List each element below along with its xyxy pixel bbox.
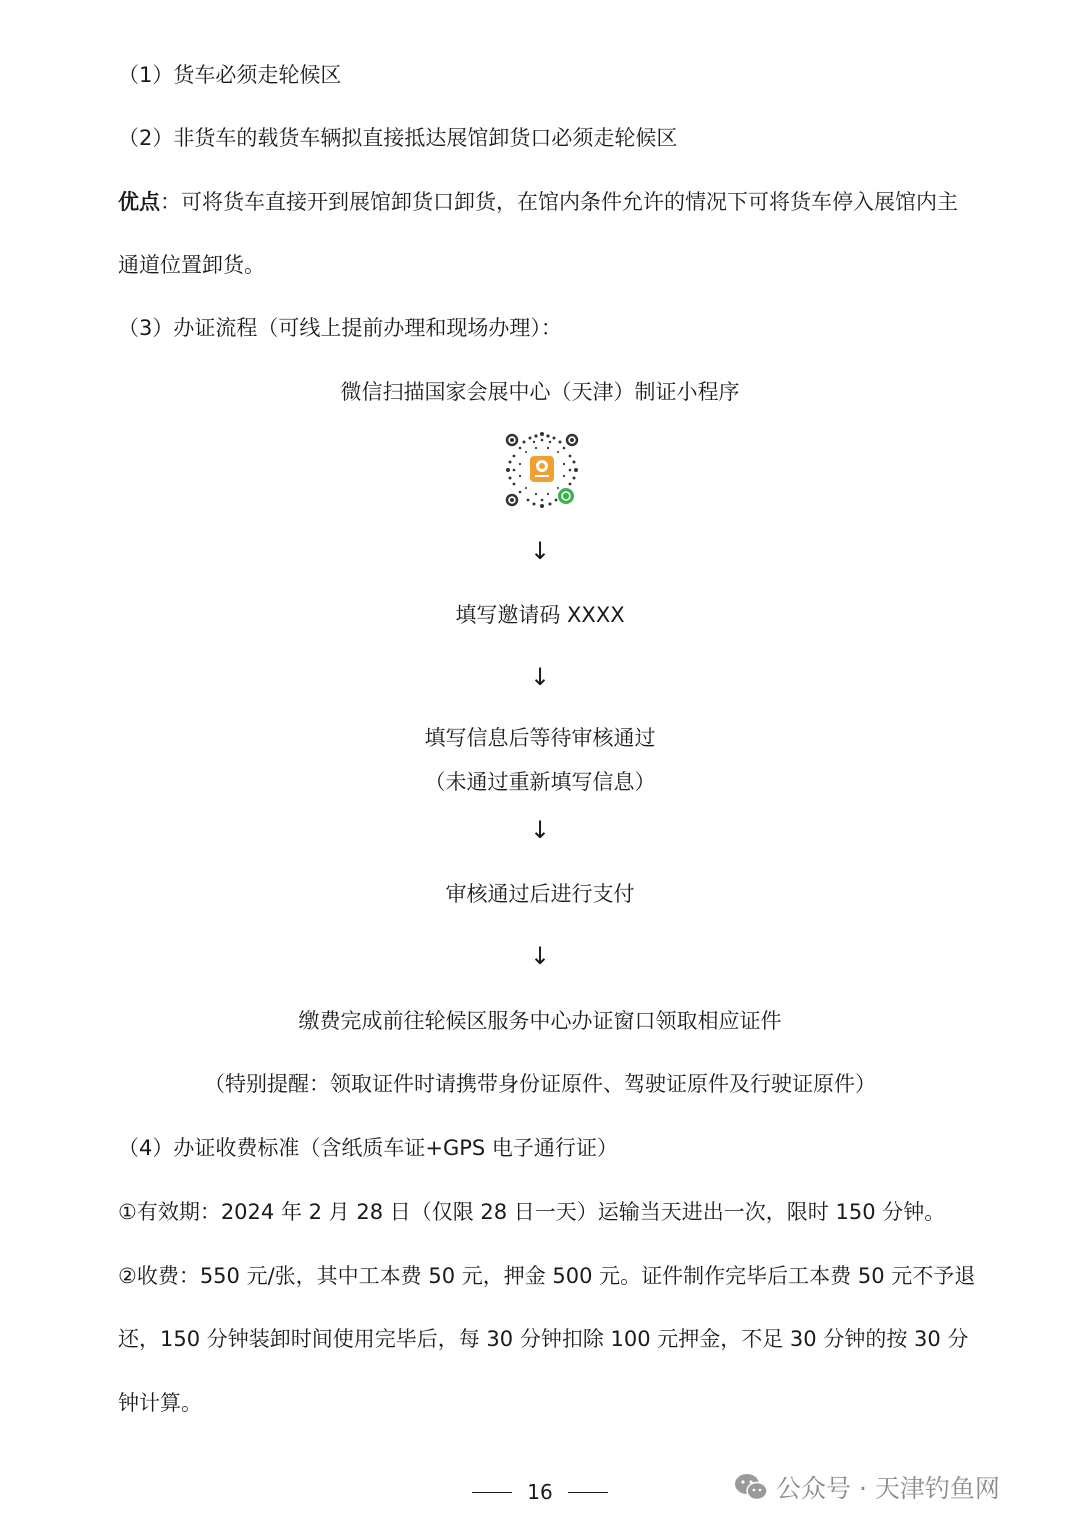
rule-trucks-waiting-area: （1）货车必须走轮候区 — [118, 63, 342, 87]
fee-standard-heading: （4）办证收费标准（含纸质车证+GPS 电子通行证） — [118, 1136, 618, 1160]
footer-dash-right — [568, 1492, 608, 1493]
flow-step-fill-info-note: （未通过重新填写信息） — [424, 770, 656, 794]
rule-non-trucks-waiting-area: （2）非货车的载货车辆拟直接抵达展馆卸货口必须走轮候区 — [118, 126, 678, 150]
fee-charge-line1: ②收费：550 元/张，其中工本费 50 元，押金 500 元。证件制作完毕后工本费 50 元不予退 — [118, 1264, 976, 1288]
flow-step-collect-pass: 缴费完成前往轮候区服务中心办证窗口领取相应证件 — [298, 1009, 782, 1033]
flow-step-fill-info: 填写信息后等待审核通过 — [424, 726, 656, 750]
flow-arrow-1: ↓ — [529, 537, 551, 565]
page-number: 16 — [527, 1480, 553, 1504]
mini-program-qr-code[interactable] — [500, 428, 584, 512]
flow-special-reminder: （特别提醒：领取证件时请携带身份证原件、驾驶证原件及行驶证原件） — [204, 1072, 876, 1096]
wechat-icon — [734, 1472, 768, 1502]
flow-step-invite-code: 填写邀请码 XXXX — [455, 603, 625, 627]
flow-step-payment: 审核通过后进行支付 — [445, 882, 635, 906]
flow-arrow-3: ↓ — [529, 816, 551, 844]
advantage-paragraph-line1 — [118, 187, 958, 217]
flow-arrow-4: ↓ — [529, 942, 551, 970]
watermark-text: 公众号 · 天津钓鱼网 — [776, 1474, 1000, 1503]
fee-charge-line2: 还，150 分钟装卸时间使用完毕后，每 30 分钟扣除 100 元押金，不足 30 分钟的按 30 分 — [118, 1327, 969, 1351]
watermark — [734, 1465, 1000, 1509]
fee-charge-line3: 钟计算。 — [118, 1391, 202, 1415]
flow-step-scan: 微信扫描国家会展中心（天津）制证小程序 — [340, 380, 740, 404]
process-heading: （3）办证流程（可线上提前办理和现场办理）： — [118, 316, 562, 340]
advantage-text: ：可将货车直接开到展馆卸货口卸货，在馆内条件允许的情况下可将货车停入展馆内主 — [160, 190, 958, 214]
advantage-label: 优点 — [118, 190, 160, 214]
flow-arrow-2: ↓ — [529, 663, 551, 691]
fee-validity: ①有效期：2024 年 2 月 28 日（仅限 28 日一天）运输当天进出一次，限时 150 分钟。 — [118, 1200, 946, 1224]
qr-code-icon — [500, 428, 584, 512]
advantage-paragraph-line2: 通道位置卸货。 — [118, 253, 265, 277]
